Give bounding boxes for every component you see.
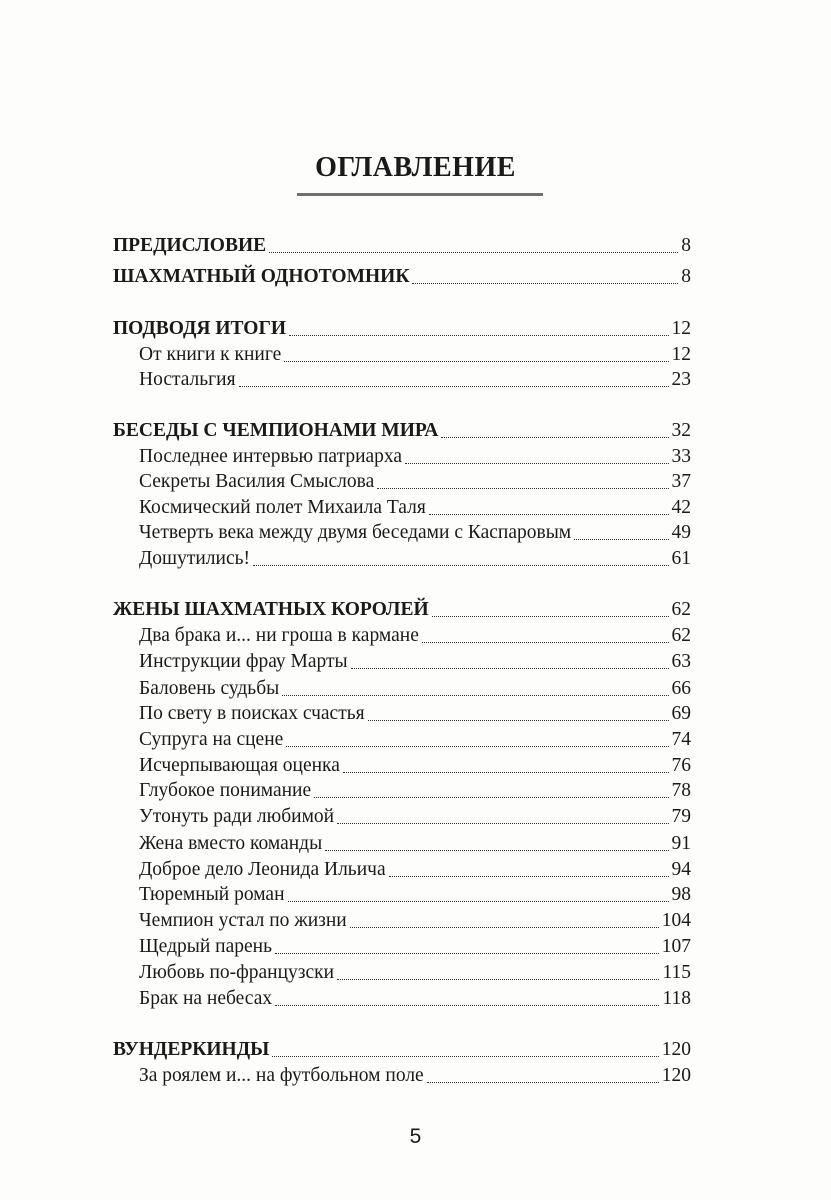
- dot-leader: [275, 953, 659, 954]
- toc-entry[interactable]: [139, 701, 691, 727]
- toc-entry-page: 104: [661, 910, 691, 931]
- dot-leader: [284, 361, 668, 362]
- toc-entry[interactable]: [113, 264, 691, 290]
- toc-entry-title: Космический полет Михаила Таля: [139, 497, 426, 518]
- dot-leader: [441, 437, 668, 438]
- toc-entry-page: 33: [671, 446, 691, 467]
- dot-leader: [412, 283, 678, 284]
- dot-leader: [429, 514, 669, 515]
- toc-entry-page: 8: [681, 235, 691, 256]
- toc-entry-title: Щедрый парень: [139, 936, 272, 957]
- dot-leader: [422, 642, 669, 643]
- toc-entry-page: 98: [671, 884, 691, 905]
- dot-leader: [288, 901, 669, 902]
- toc-entry[interactable]: [139, 367, 691, 393]
- toc-entry[interactable]: [139, 857, 691, 883]
- toc-entry-page: 62: [671, 599, 691, 620]
- toc-entry[interactable]: [139, 727, 691, 753]
- toc-entry-title: По свету в поисках счастья: [139, 703, 365, 724]
- toc-entry-title: БЕСЕДЫ С ЧЕМПИОНАМИ МИРА: [113, 420, 439, 441]
- toc-entry[interactable]: [139, 444, 691, 470]
- toc-entry[interactable]: [139, 1063, 691, 1089]
- toc-entry[interactable]: [139, 778, 691, 804]
- toc-entry-title: Ностальгия: [139, 369, 236, 390]
- dot-leader: [351, 668, 669, 669]
- dot-leader: [432, 616, 669, 617]
- toc-entry-page: 120: [661, 1039, 691, 1060]
- toc-entry-title: Дошутились!: [139, 548, 250, 569]
- toc-entry-title: За роялем и... на футбольном поле: [139, 1065, 424, 1086]
- dot-leader: [286, 746, 668, 747]
- toc-entry-title: ПОДВОДЯ ИТОГИ: [113, 318, 287, 339]
- toc-entry[interactable]: [139, 753, 691, 779]
- toc-entry-page: 94: [671, 859, 691, 880]
- toc-entry-page: 37: [671, 471, 691, 492]
- page-title: ОГЛАВЛЕНИЕ: [315, 152, 516, 183]
- toc-entry-page: 69: [671, 703, 691, 724]
- toc-entry-title: Утонуть ради любимой: [139, 806, 335, 827]
- toc-entry-page: 8: [681, 266, 691, 287]
- toc-entry[interactable]: [139, 495, 691, 521]
- toc-entry-page: 62: [671, 625, 691, 646]
- toc-entry-title: Тюремный роман: [139, 884, 285, 905]
- dot-leader: [289, 335, 668, 336]
- toc-entry[interactable]: [139, 546, 691, 572]
- dot-leader: [343, 772, 669, 773]
- toc-entry-title: Инструкции фрау Марты: [139, 651, 348, 672]
- toc-entry-title: Два брака и... ни гроша в кармане: [139, 625, 419, 646]
- toc-entry[interactable]: [139, 520, 691, 546]
- toc-entry-page: 63: [671, 651, 691, 672]
- dot-leader: [574, 539, 668, 540]
- toc-entry[interactable]: [139, 649, 691, 675]
- toc-entry-title: Брак на небесах: [139, 988, 273, 1009]
- toc-entry-page: 115: [662, 962, 691, 983]
- toc-entry-title: Любовь по-французски: [139, 962, 335, 983]
- toc-entry[interactable]: [113, 597, 691, 623]
- toc-entry[interactable]: [139, 676, 691, 702]
- toc-entry[interactable]: [113, 233, 691, 259]
- toc-entry-page: 107: [661, 936, 691, 957]
- toc-entry-title: Глубокое понимание: [139, 780, 312, 801]
- dot-leader: [282, 695, 668, 696]
- toc-entry[interactable]: [139, 469, 691, 495]
- toc-entry-page: 91: [671, 833, 691, 854]
- toc-entry-page: 32: [671, 420, 691, 441]
- toc-entry[interactable]: [139, 882, 691, 908]
- toc-entry-title: Доброе дело Леонида Ильича: [139, 859, 386, 880]
- toc-entry[interactable]: [139, 342, 691, 368]
- toc-entry[interactable]: [139, 831, 691, 857]
- dot-leader: [337, 979, 659, 980]
- toc-entry-page: 12: [671, 344, 691, 365]
- dot-leader: [239, 386, 669, 387]
- toc-entry-title: ПРЕДИСЛОВИЕ: [113, 235, 267, 256]
- toc-entry[interactable]: [139, 623, 691, 649]
- toc-entry-page: 74: [671, 729, 691, 750]
- dot-leader: [275, 1005, 659, 1006]
- toc-entry-title: Последнее интервью патриарха: [139, 446, 403, 467]
- dot-leader: [269, 252, 678, 253]
- page-number: 5: [409, 1125, 422, 1148]
- dot-leader: [405, 463, 668, 464]
- toc-entry[interactable]: [139, 960, 691, 986]
- toc-entry-page: 120: [661, 1065, 691, 1086]
- toc-entry-page: 23: [671, 369, 691, 390]
- toc-entry-page: 12: [671, 318, 691, 339]
- toc-entry[interactable]: [139, 934, 691, 960]
- dot-leader: [253, 565, 669, 566]
- dot-leader: [377, 488, 668, 489]
- toc-entry[interactable]: [139, 908, 691, 934]
- dot-leader: [325, 850, 668, 851]
- dot-leader: [272, 1056, 658, 1057]
- toc-entry-page: 79: [671, 806, 691, 827]
- dot-leader: [427, 1082, 659, 1083]
- toc-entry-page: 66: [671, 678, 691, 699]
- toc-entry[interactable]: [113, 316, 691, 342]
- toc-entry-page: 42: [671, 497, 691, 518]
- toc-entry-title: Баловень судьбы: [139, 678, 280, 699]
- toc-entry-title: ВУНДЕРКИНДЫ: [113, 1039, 270, 1060]
- dot-leader: [337, 823, 668, 824]
- toc-entry-title: От книги к книге: [139, 344, 282, 365]
- toc-entry-title: Исчерпывающая оценка: [139, 755, 340, 776]
- dot-leader: [314, 797, 668, 798]
- toc-entry[interactable]: [113, 1037, 691, 1063]
- toc-entry-title: Жена вместо команды: [139, 833, 323, 854]
- toc-entry-page: 61: [671, 548, 691, 569]
- toc-entry-title: ЖЕНЫ ШАХМАТНЫХ КОРОЛЕЙ: [113, 599, 429, 620]
- toc-entry-title: ШАХМАТНЫЙ ОДНОТОМНИК: [113, 266, 410, 287]
- toc-entry[interactable]: [139, 804, 691, 830]
- toc-entry[interactable]: [113, 418, 691, 444]
- dot-leader: [389, 876, 669, 877]
- toc-entry-page: 76: [671, 755, 691, 776]
- toc-entry-title: Секреты Василия Смыслова: [139, 471, 375, 492]
- toc-entry-title: Чемпион устал по жизни: [139, 910, 347, 931]
- dot-leader: [350, 927, 659, 928]
- toc-entry[interactable]: [139, 986, 691, 1012]
- toc-entry-title: Четверть века между двумя беседами с Каспаровым: [139, 522, 572, 543]
- toc-entry-page: 118: [662, 988, 691, 1009]
- toc-entry-title: Супруга на сцене: [139, 729, 284, 750]
- toc-entry-page: 49: [671, 522, 691, 543]
- dot-leader: [368, 720, 669, 721]
- toc-entry-page: 78: [671, 780, 691, 801]
